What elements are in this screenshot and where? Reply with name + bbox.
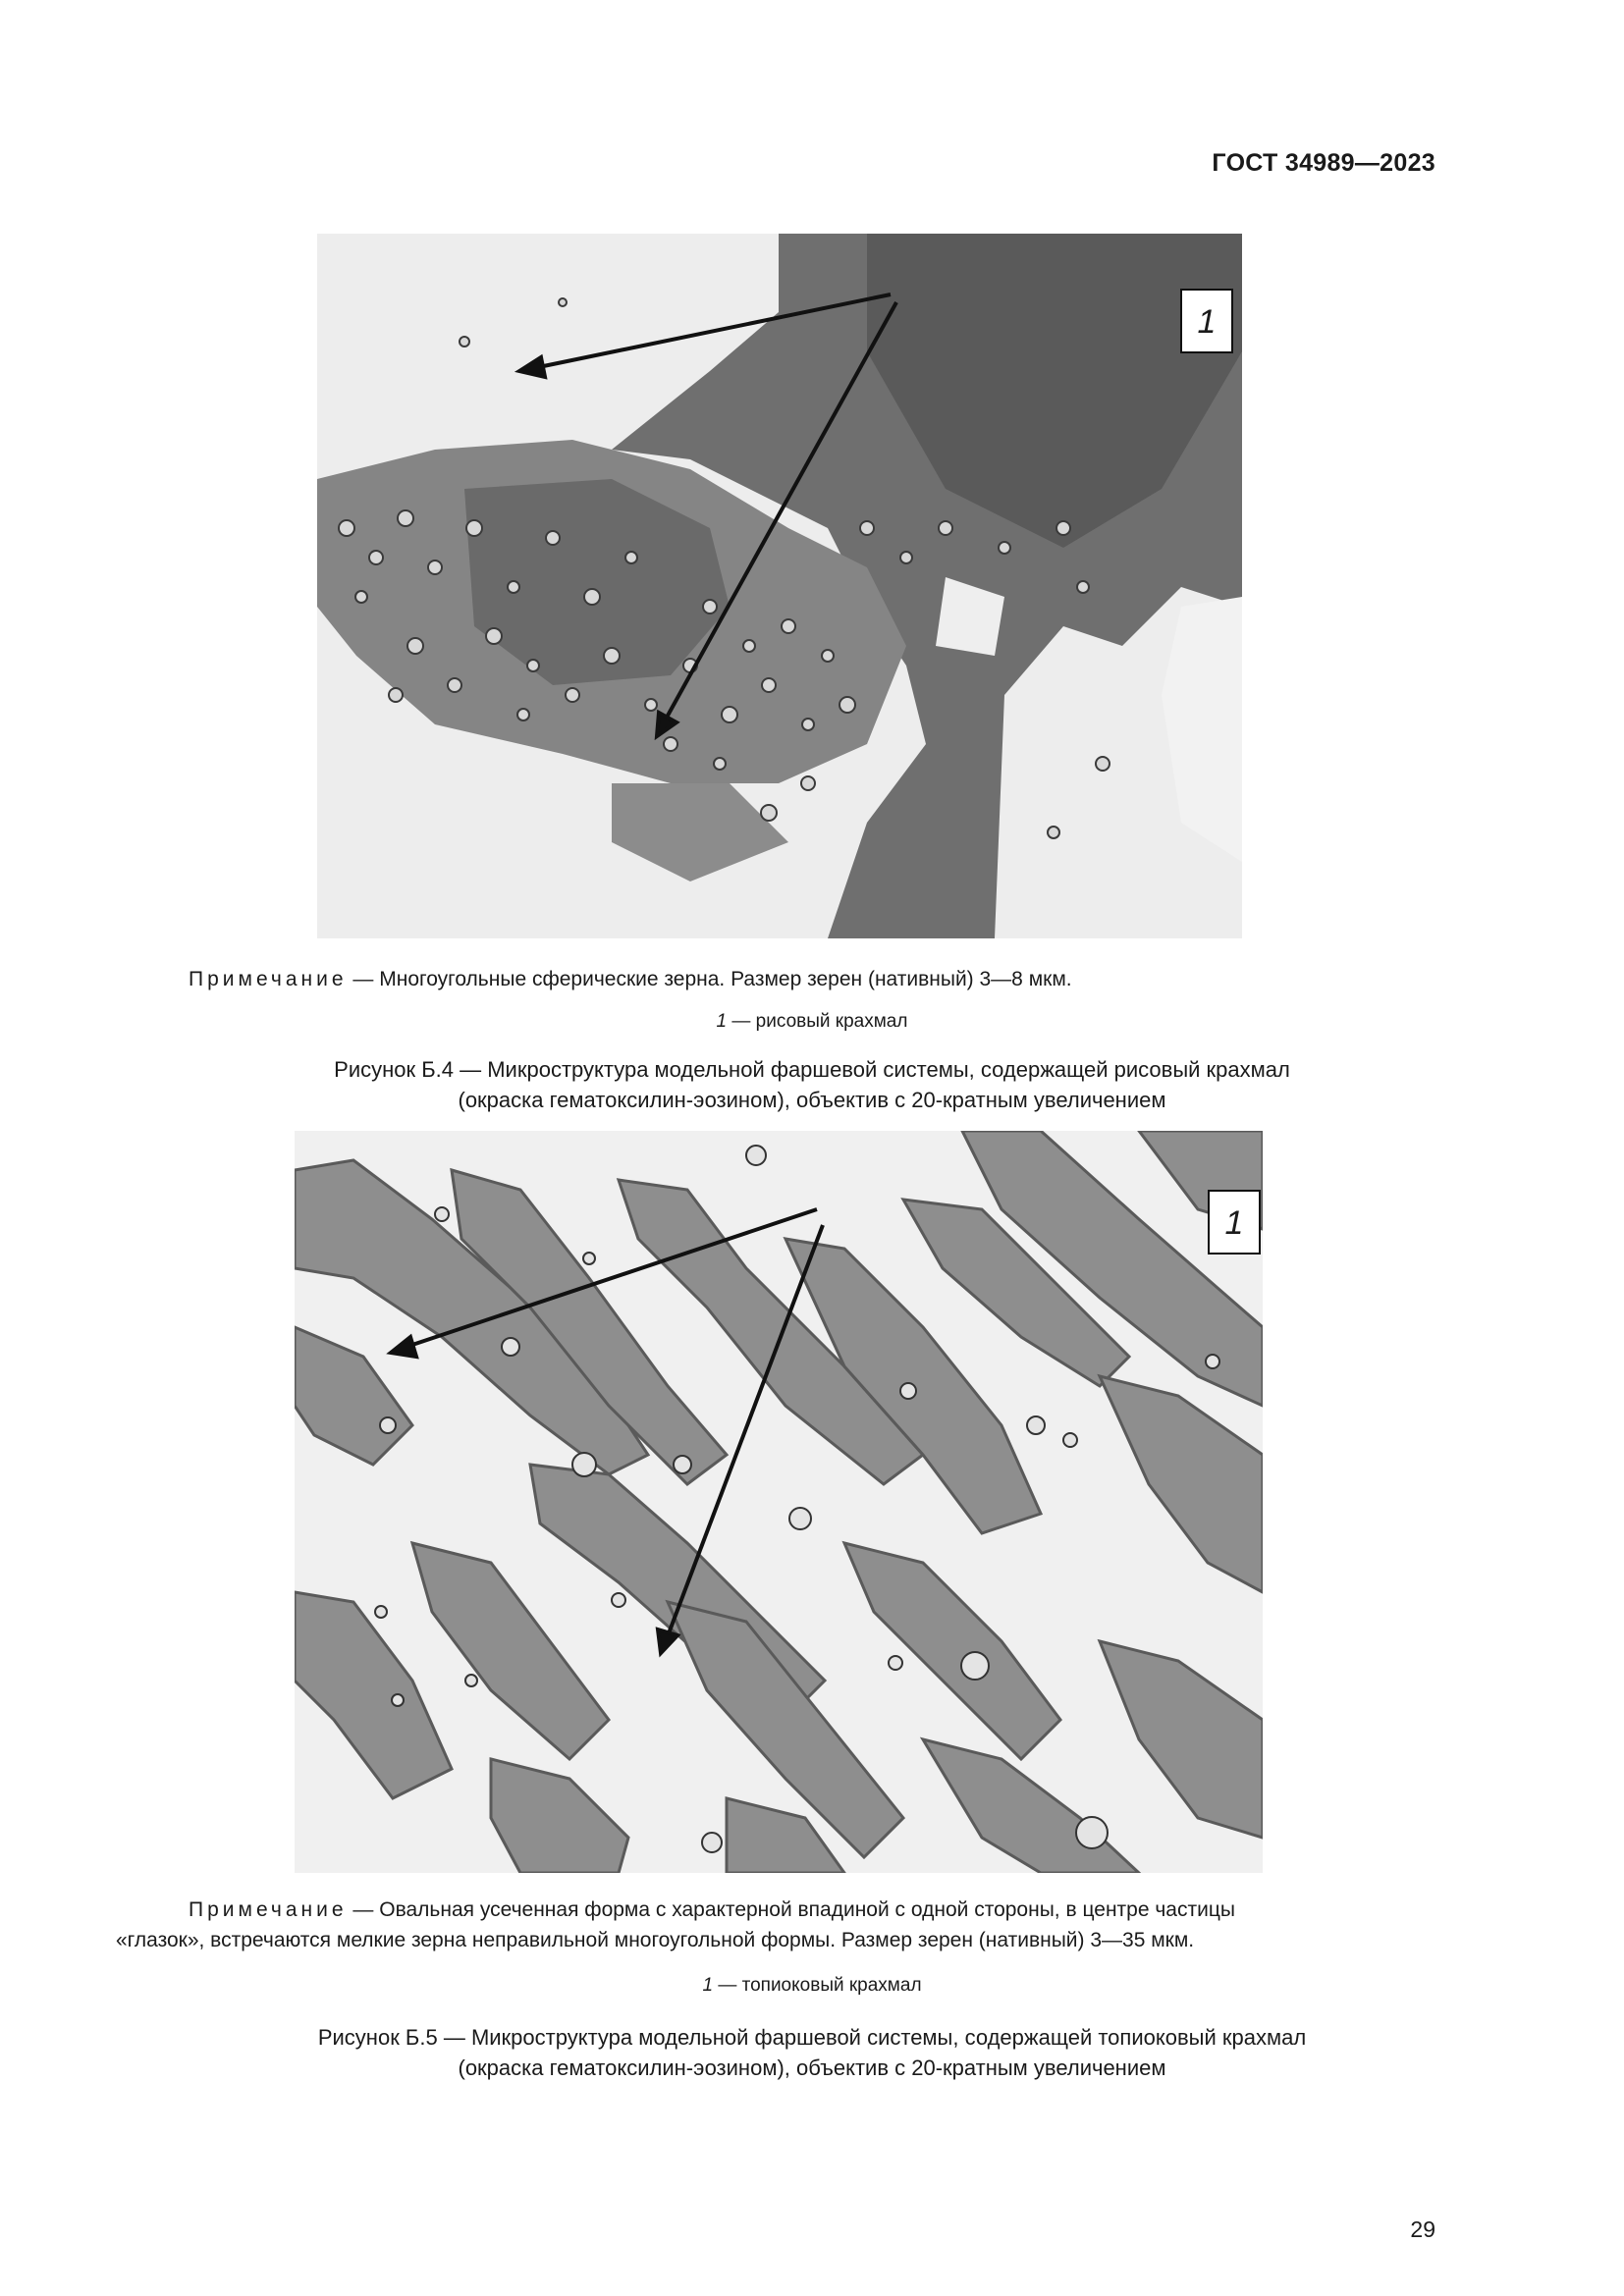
caption-b4-line2: (окраска гематоксилин-эозином), объектив с 20-кратным увеличением: [458, 1088, 1166, 1112]
caption-b5-line1: Рисунок Б.5 — Микроструктура модельной фаршевой системы, содержащей топиоковый крахмал: [317, 2025, 1307, 2050]
caption-b4-line1: Рисунок Б.4 — Микроструктура модельной фаршевой системы, содержащей рисовый крахмал: [334, 1057, 1290, 1082]
caption-b4: [0, 1054, 1624, 1115]
caption-b5: [0, 2022, 1624, 2083]
caption-b5-line2: (окраска гематоксилин-эозином), объектив с 20-кратным увеличением: [458, 2056, 1166, 2080]
legend-text-b5: — топиоковый крахмал: [713, 1975, 922, 1996]
callout-label-b5: 1: [1208, 1190, 1261, 1255]
micrograph-rice-starch: [317, 234, 1242, 938]
document-code-header: ГОСТ 34989—2023: [1212, 149, 1435, 177]
note-b5: [116, 1895, 1530, 1955]
micrograph-tapioca-starch-drawing: [295, 1131, 1263, 1873]
page-number: 29: [1410, 2216, 1435, 2242]
micrograph-tapioca-starch: [295, 1131, 1263, 1873]
legend-b4: [0, 1011, 1624, 1033]
legend-number-b4: 1: [716, 1011, 728, 1032]
micrograph-rice-starch-drawing: [317, 234, 1242, 938]
note-text-b5-line2: «глазок», встречаются мелкие зерна неправильной многоугольной формы. Размер зерен (нативный) 3—35 мкм.: [116, 1929, 1195, 1951]
note-b4: [189, 964, 1072, 994]
note-label-b5: Примечание: [189, 1898, 348, 1921]
legend-text-b4: — рисовый крахмал: [727, 1011, 908, 1032]
callout-label-b4: 1: [1180, 289, 1233, 353]
note-label-b4: Примечание: [189, 968, 348, 990]
note-text-b4: — Многоугольные сферические зерна. Размер зерен (нативный) 3—8 мкм.: [347, 968, 1072, 990]
note-text-b5-line1: — Овальная усеченная форма с характерной впадиной с одной стороны, в центре частицы: [347, 1898, 1235, 1921]
legend-b5: [0, 1975, 1624, 1997]
legend-number-b5: 1: [702, 1975, 714, 1996]
